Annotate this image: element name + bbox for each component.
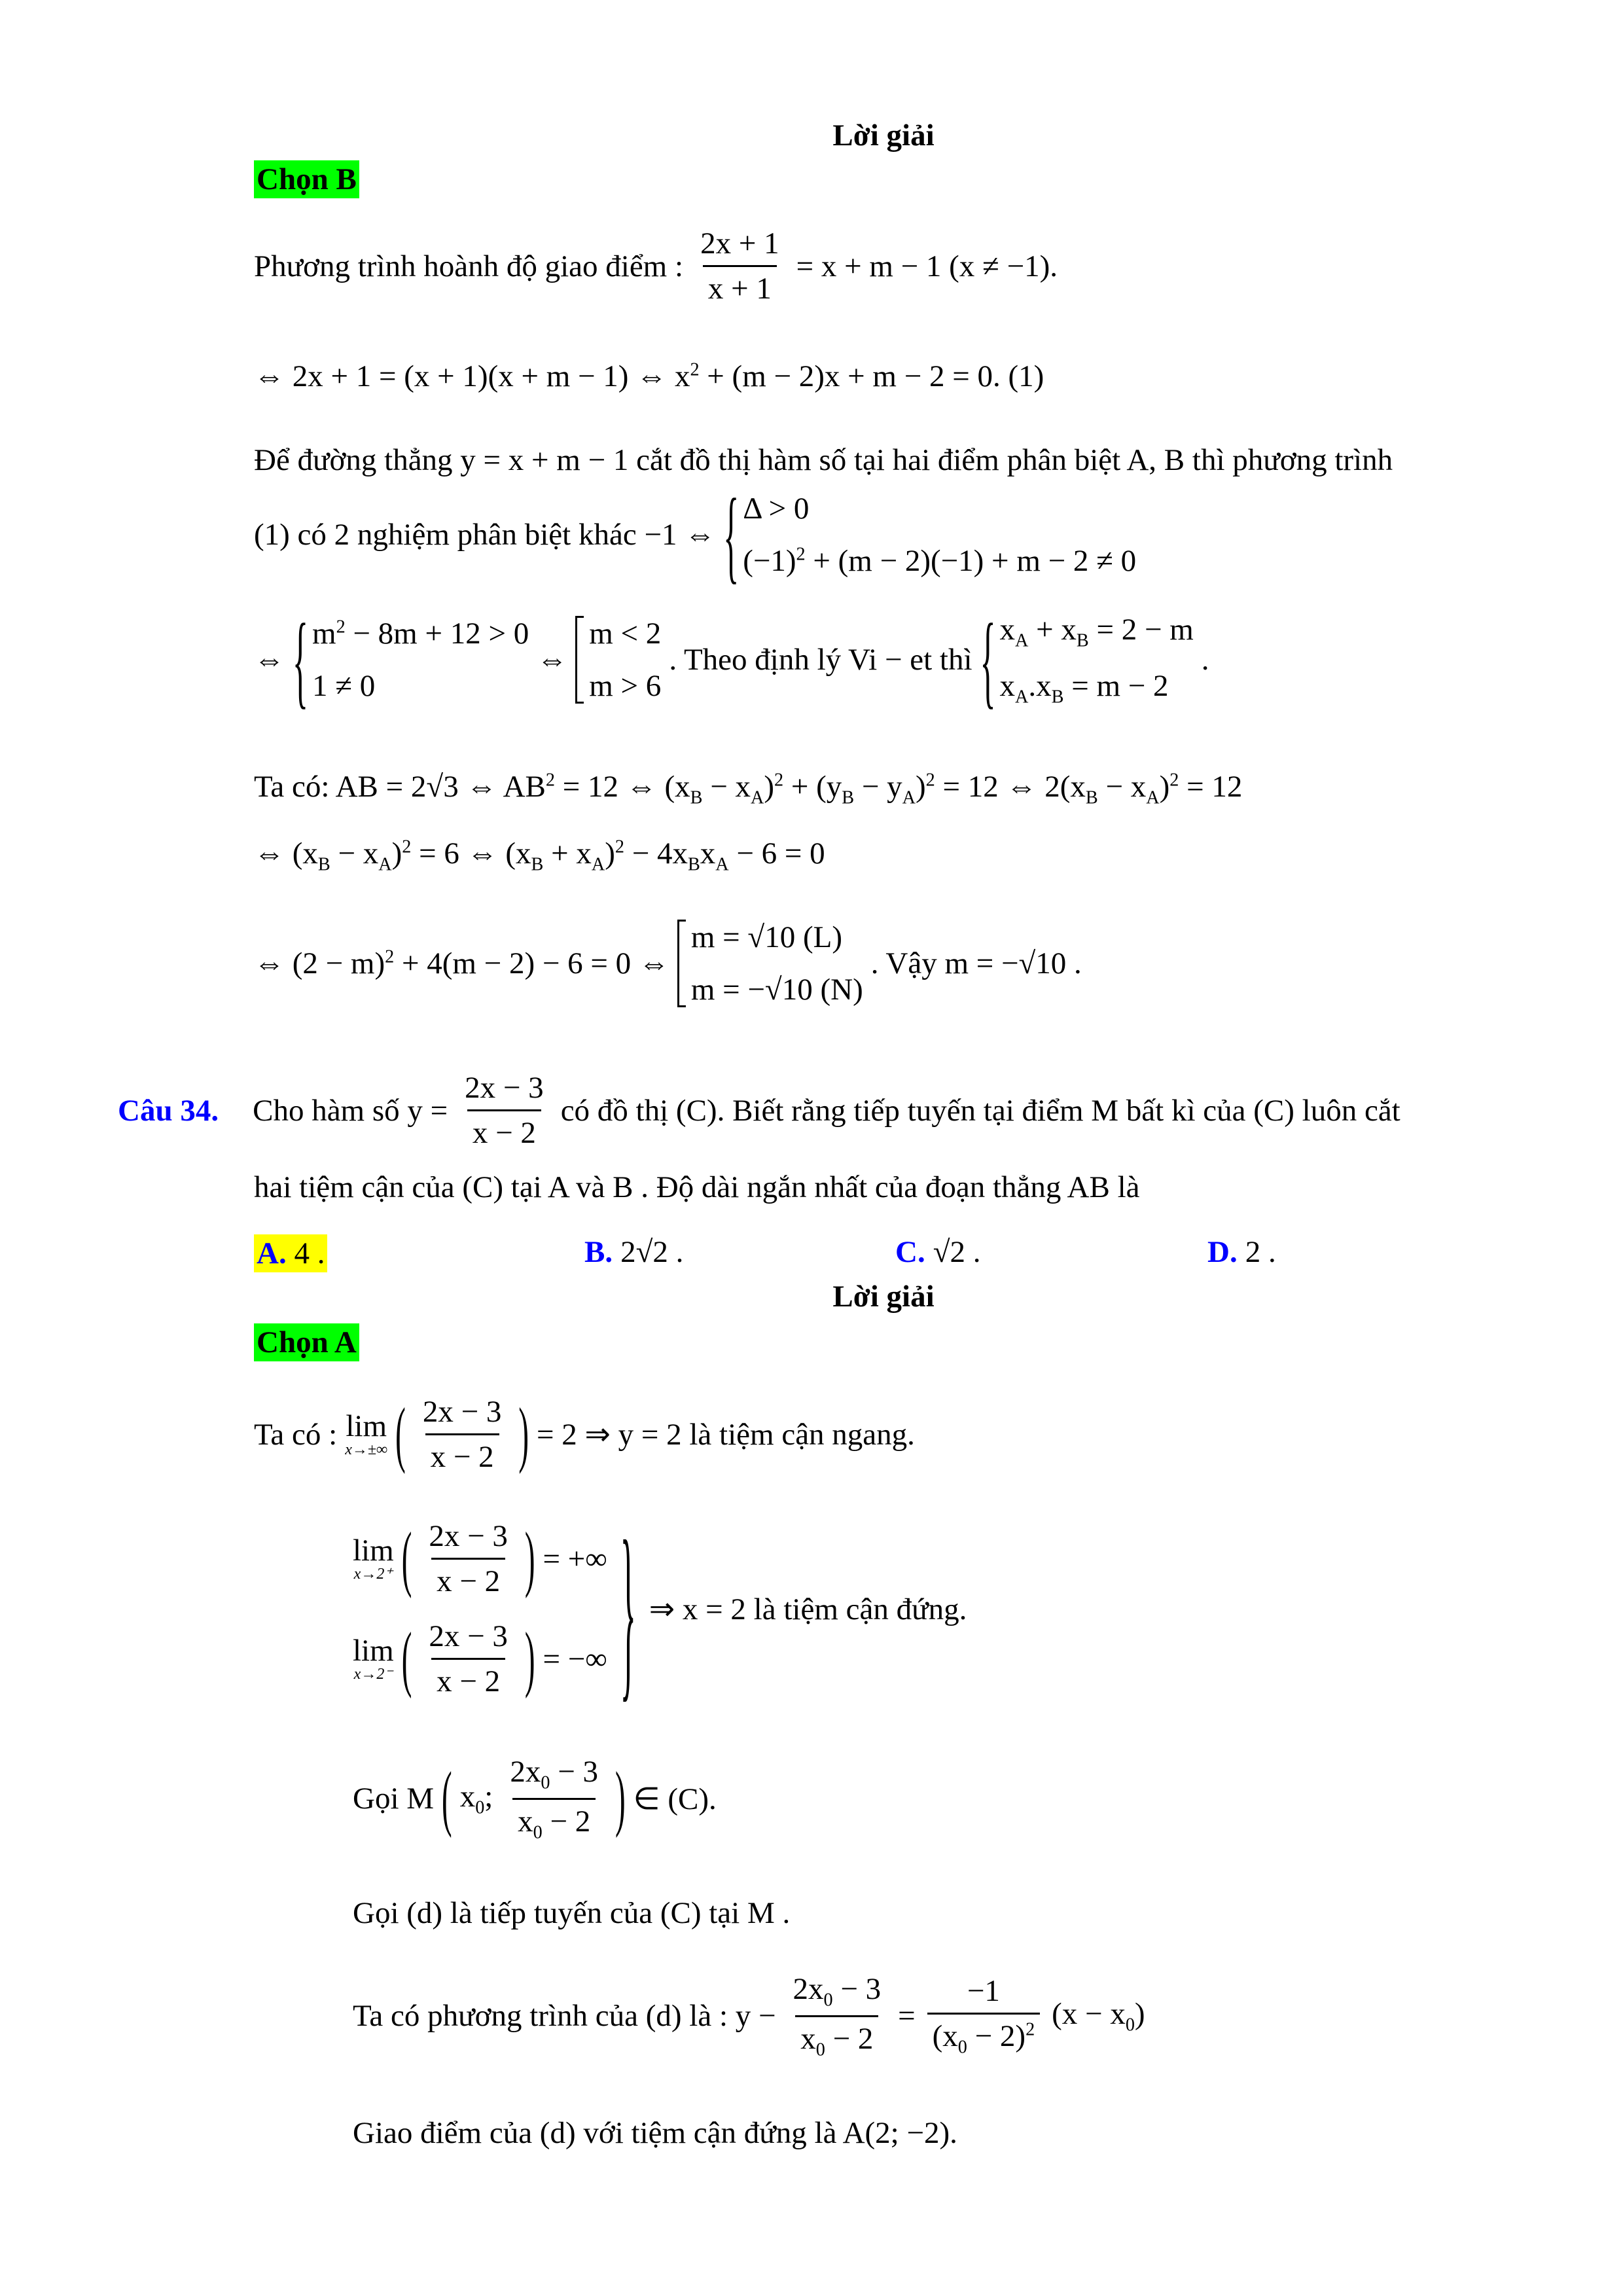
right-brace-icon: } [620,1499,636,1719]
question-label: Câu 34. [118,1093,219,1128]
bracket-icon [575,616,584,704]
denominator: x + 1 [703,265,777,306]
numerator: $2x_0 - 3$ [510,1755,598,1793]
intersection-text: Giao điểm của (d) với tiệm cận đứng là A(2; −2). [353,2116,957,2150]
sys-row: 1 ≠ 0 [312,669,376,704]
option-letter: D. [1207,1235,1238,1269]
numerator: 2x − 3 [465,1071,544,1105]
equiv: ⇔ [537,643,568,677]
brace-icon: { [980,601,996,719]
lim-sub: x→±∞ [345,1441,388,1459]
text: ⇒ x = 2 là tiệm cận đứng. [649,1592,967,1626]
numerator: 2x − 3 [429,1619,508,1654]
system-2 [254,601,1209,719]
lim: lim [353,1534,394,1568]
numerator: 2x + 1 [700,226,779,260]
brace-icon: { [293,601,308,719]
math: ⇔ $(2 - m)^2 + 4(m - 2) - 6 = 0$ ⇔ [254,946,669,980]
text: Gọi M [353,1782,435,1816]
sys-row: $x_A + x_B = 2 - m$ [999,613,1194,651]
lim-sub: x→2⁺ [353,1566,393,1583]
text: có đồ thị (C). Biết rằng tiếp tuyến tại điểm M bất kì của (C) luôn cắt [560,1093,1400,1128]
text: = −∞ [543,1641,607,1676]
option-a[interactable] [254,1234,327,1272]
numerator: −1 [967,1974,1000,2009]
text: = +∞ [543,1541,607,1576]
option-c[interactable] [895,1234,981,1270]
option-value: 2 . [1245,1235,1276,1269]
or-row: m < 2 [589,617,662,651]
sys-row: $(-1)^2 + (m - 2)(-1) + m - 2 \ne 0$ [743,544,1137,578]
denominator: x − 2 [467,1109,541,1151]
text: Phương trình hoành độ giao điểm : [254,249,684,283]
numerator: 2x − 3 [429,1519,508,1553]
tangent-text: Gọi (d) là tiếp tuyến của (C) tại M . [353,1896,791,1930]
solution-heading-1: Lời giải [832,118,935,152]
text: = 2 ⇒ y = 2 là tiệm cận ngang. [536,1418,915,1452]
math: $(x - x_0)$ [1052,1997,1145,2036]
fraction [459,1070,549,1151]
option-d[interactable] [1207,1234,1276,1270]
lim: lim [346,1409,387,1444]
denominator: $x_0 - 2$ [512,1798,596,1844]
option-value: 2√2 . [620,1235,684,1269]
final-equation [254,920,1082,1007]
math: $x_0$; [459,1780,493,1818]
sys-row: $x_A.x_B = m - 2$ [999,669,1169,708]
answer-choice-a: Chọn A [254,1323,359,1361]
question-text-2: hai tiệm cận của (C) tại A và B . Độ dài ngắn nhất của đoạn thẳng AB là [254,1170,1140,1204]
sys-row: Δ > 0 [743,492,810,526]
sys-row: $m^2 - 8m + 12 > 0$ [312,617,529,651]
ab-equation-2: ⇔ $(x_B - x_A)^2 = 6$ ⇔ $(x_B + x_A)^2 - 4x_Bx_A - 6 = 0$ [254,836,825,875]
or-row: m = √10 (L) [690,920,842,954]
system-1 [254,476,1137,594]
option-letter: C. [895,1235,925,1269]
answer-choice-b: Chọn B [254,160,359,198]
text: ∈ (C). [633,1782,717,1816]
text: Ta có : [254,1417,338,1452]
option-b[interactable] [584,1234,683,1270]
numerator: 2x − 3 [422,1395,502,1429]
equiv: ⇔ [254,643,285,677]
lim: lim [353,1634,394,1668]
condition-text: Để đường thẳng y = x + m − 1 cắt đồ thị hàm số tại hai điểm phân biệt A, B thì phương trình [254,443,1393,477]
conclusion: . Vậy m = −√10 . [870,946,1082,980]
or-row: m = −√10 (N) [690,973,863,1007]
equation-1: ⇔ 2x + 1 = (x + 1)(x + m − 1) ⇔ $x^2 + (m - 2)x + m - 2 = 0$. (1) [254,359,1044,393]
math: = x + m − 1 (x ≠ −1). [796,249,1058,283]
tangent-equation [353,1971,1145,2061]
ab-equation: Ta có: AB = 2√3 ⇔ $AB^2 = 12$ ⇔ $(x_B - x_A)^2 + (y_B - y_A)^2 = 12$ ⇔ $2(x_B - x_A)^2 = 12$ [254,770,1243,808]
intersection-equation [254,226,1058,306]
bracket-icon [677,920,686,1007]
vertical-asymptote: lim x→2⁺ ( $\frac{2x - 3}{x - 2}$ ) = +∞ lim x→2⁻ ( $\frac{2x - 3}{x - 2}$ ) = −∞ } ⇒ x = 2 là tiệm cận đứng. [353,1518,967,1699]
denominator: $(x_0 - 2)^2$ [927,2013,1041,2058]
or-row: m > 6 [589,669,662,704]
denominator: x − 2 [425,1433,499,1475]
vieta-text: . Theo định lý Vi − et thì [669,643,972,677]
denominator: x − 2 [431,1658,505,1699]
denominator: x − 2 [431,1558,505,1599]
text: (1) có 2 nghiệm phân biệt khác −1 ⇔ [254,518,716,552]
fraction [695,226,785,306]
denominator: $x_0 - 2$ [795,2015,878,2061]
lim-sub: x→2⁻ [353,1666,393,1683]
brace-icon: { [723,476,740,594]
equals: = [898,1999,916,2034]
question-34 [118,1070,1400,1151]
text: Ta có phương trình của (d) là : y − [353,1999,776,2034]
numerator: $2x_0 - 3$ [793,1972,882,2011]
text: Cho hàm số y = [253,1093,448,1128]
option-value: 4 . [294,1236,325,1270]
option-letter: B. [584,1235,613,1269]
point-m: Gọi M ( $x_0$; $\frac{2x_0 - 3}{x_0 - 2}$ ) ∈ (C). [353,1755,717,1843]
horizontal-asymptote: Ta có : lim x→±∞ ( $\frac{2x - 3}{x - 2}$ ) = 2 ⇒ y = 2 là tiệm cận ngang. [254,1393,915,1475]
period: . [1201,643,1209,677]
option-value: √2 . [933,1235,981,1269]
option-letter: A. [257,1236,287,1270]
solution-heading-2: Lời giải [832,1280,935,1314]
